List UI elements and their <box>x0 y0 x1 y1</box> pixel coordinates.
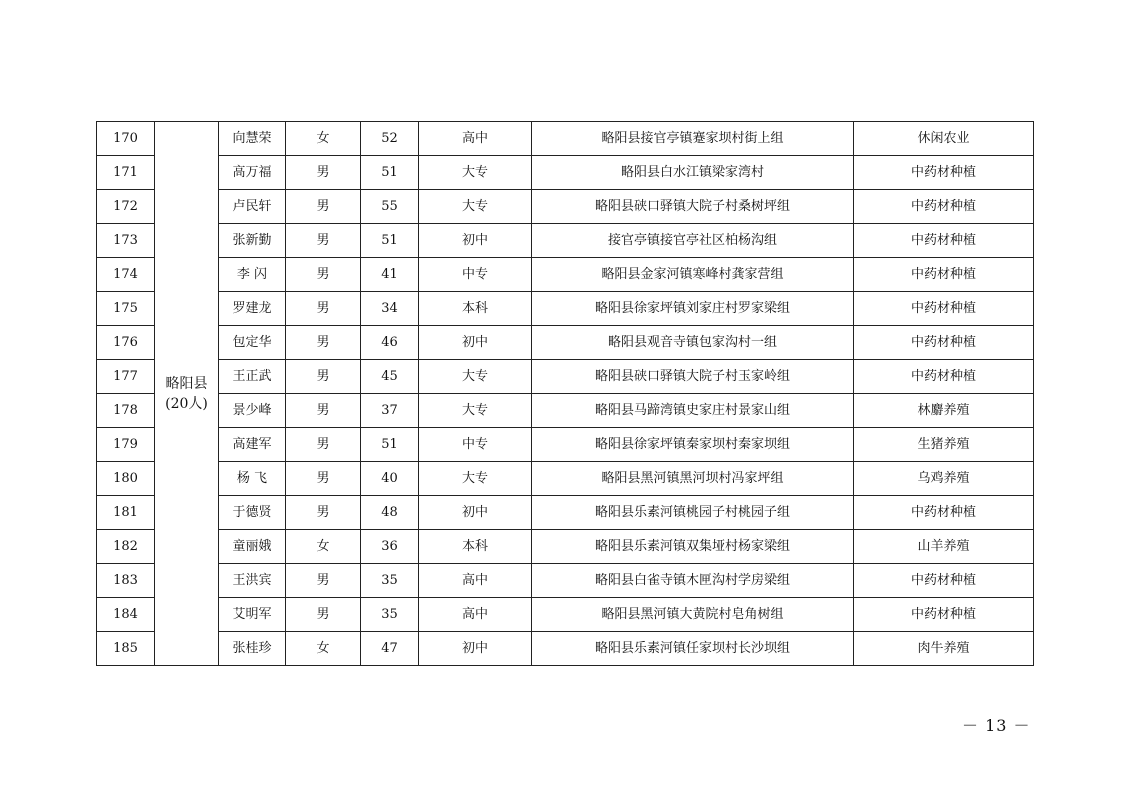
cell-name: 高建军 <box>219 428 286 462</box>
table-row <box>97 292 1034 326</box>
cell-address: 略阳县硖口驿镇大院子村桑树坪组 <box>532 190 854 224</box>
cell-education: 大专 <box>419 190 532 224</box>
cell-industry: 中药材种植 <box>854 360 1034 394</box>
cell-industry: 中药材种植 <box>854 190 1034 224</box>
cell-name: 王正武 <box>219 360 286 394</box>
cell-industry: 乌鸡养殖 <box>854 462 1034 496</box>
cell-industry: 中药材种植 <box>854 564 1034 598</box>
cell-gender: 男 <box>286 224 361 258</box>
cell-gender: 男 <box>286 462 361 496</box>
cell-gender: 男 <box>286 326 361 360</box>
cell-address: 略阳县接官亭镇蹇家坝村街上组 <box>532 122 854 156</box>
cell-education: 高中 <box>419 122 532 156</box>
cell-address: 略阳县白水江镇梁家湾村 <box>532 156 854 190</box>
cell-age: 34 <box>361 292 419 326</box>
cell-education: 大专 <box>419 394 532 428</box>
cell-name: 高万福 <box>219 156 286 190</box>
cell-industry: 中药材种植 <box>854 598 1034 632</box>
cell-industry: 中药材种植 <box>854 326 1034 360</box>
cell-industry: 林麝养殖 <box>854 394 1034 428</box>
cell-industry: 山羊养殖 <box>854 530 1034 564</box>
cell-address: 略阳县乐素河镇桃园子村桃园子组 <box>532 496 854 530</box>
cell-age: 47 <box>361 632 419 666</box>
cell-education: 本科 <box>419 530 532 564</box>
cell-address: 略阳县黑河镇黑河坝村冯家坪组 <box>532 462 854 496</box>
cell-gender: 男 <box>286 564 361 598</box>
cell-number: 176 <box>97 326 155 360</box>
cell-industry: 中药材种植 <box>854 156 1034 190</box>
cell-age: 51 <box>361 428 419 462</box>
cell-name: 杨 飞 <box>219 462 286 496</box>
cell-name: 张桂珍 <box>219 632 286 666</box>
cell-industry: 生猪养殖 <box>854 428 1034 462</box>
cell-address: 略阳县乐素河镇双集垭村杨家梁组 <box>532 530 854 564</box>
table-row <box>97 190 1034 224</box>
cell-age: 45 <box>361 360 419 394</box>
cell-education: 中专 <box>419 258 532 292</box>
page-number: － 13 － <box>962 716 1031 735</box>
cell-number: 185 <box>97 632 155 666</box>
cell-gender: 男 <box>286 156 361 190</box>
table-row <box>97 564 1034 598</box>
cell-number: 177 <box>97 360 155 394</box>
table-row <box>97 530 1034 564</box>
cell-gender: 男 <box>286 428 361 462</box>
cell-age: 51 <box>361 224 419 258</box>
cell-name: 王洪宾 <box>219 564 286 598</box>
cell-number: 170 <box>97 122 155 156</box>
cell-address: 略阳县徐家坪镇秦家坝村秦家坝组 <box>532 428 854 462</box>
cell-gender: 男 <box>286 496 361 530</box>
cell-gender: 男 <box>286 360 361 394</box>
cell-name: 卢民轩 <box>219 190 286 224</box>
cell-industry: 休闲农业 <box>854 122 1034 156</box>
cell-number: 172 <box>97 190 155 224</box>
cell-education: 中专 <box>419 428 532 462</box>
cell-gender: 男 <box>286 394 361 428</box>
table-row <box>97 394 1034 428</box>
cell-gender: 女 <box>286 632 361 666</box>
cell-industry: 中药材种植 <box>854 258 1034 292</box>
cell-address: 接官亭镇接官亭社区柏杨沟组 <box>532 224 854 258</box>
cell-number: 182 <box>97 530 155 564</box>
table-row <box>97 156 1034 190</box>
cell-county <box>155 122 219 666</box>
cell-name: 景少峰 <box>219 394 286 428</box>
cell-number: 181 <box>97 496 155 530</box>
cell-address: 略阳县徐家坪镇刘家庄村罗家梁组 <box>532 292 854 326</box>
cell-education: 高中 <box>419 598 532 632</box>
table-row <box>97 632 1034 666</box>
table-row <box>97 598 1034 632</box>
cell-number: 174 <box>97 258 155 292</box>
cell-age: 36 <box>361 530 419 564</box>
cell-address: 略阳县金家河镇寒峰村龚家营组 <box>532 258 854 292</box>
cell-age: 48 <box>361 496 419 530</box>
cell-number: 180 <box>97 462 155 496</box>
cell-number: 179 <box>97 428 155 462</box>
cell-education: 高中 <box>419 564 532 598</box>
cell-age: 51 <box>361 156 419 190</box>
roster-table <box>96 121 1034 666</box>
cell-age: 37 <box>361 394 419 428</box>
county-count: (20人) <box>165 395 208 412</box>
cell-name: 向慧荣 <box>219 122 286 156</box>
cell-address: 略阳县观音寺镇包家沟村一组 <box>532 326 854 360</box>
cell-age: 55 <box>361 190 419 224</box>
cell-number: 171 <box>97 156 155 190</box>
table-row <box>97 462 1034 496</box>
cell-address: 略阳县硖口驿镇大院子村玉家岭组 <box>532 360 854 394</box>
cell-address: 略阳县乐素河镇任家坝村长沙坝组 <box>532 632 854 666</box>
cell-age: 35 <box>361 564 419 598</box>
cell-number: 173 <box>97 224 155 258</box>
cell-number: 178 <box>97 394 155 428</box>
cell-gender: 女 <box>286 530 361 564</box>
cell-age: 40 <box>361 462 419 496</box>
cell-education: 大专 <box>419 462 532 496</box>
cell-number: 183 <box>97 564 155 598</box>
roster-sheet <box>96 121 1033 666</box>
cell-address: 略阳县白雀寺镇木匣沟村学房梁组 <box>532 564 854 598</box>
table-row <box>97 360 1034 394</box>
table-row <box>97 258 1034 292</box>
cell-gender: 男 <box>286 258 361 292</box>
cell-education: 初中 <box>419 326 532 360</box>
cell-industry: 中药材种植 <box>854 224 1034 258</box>
table-row <box>97 428 1034 462</box>
cell-industry: 肉牛养殖 <box>854 632 1034 666</box>
cell-industry: 中药材种植 <box>854 292 1034 326</box>
cell-name: 李 闪 <box>219 258 286 292</box>
cell-gender: 男 <box>286 292 361 326</box>
table-row <box>97 326 1034 360</box>
cell-education: 大专 <box>419 156 532 190</box>
cell-address: 略阳县黑河镇大黄院村皂角树组 <box>532 598 854 632</box>
cell-name: 罗建龙 <box>219 292 286 326</box>
cell-age: 41 <box>361 258 419 292</box>
cell-age: 52 <box>361 122 419 156</box>
cell-name: 童丽娥 <box>219 530 286 564</box>
cell-name: 于德贤 <box>219 496 286 530</box>
roster-body <box>97 122 1034 666</box>
cell-education: 初中 <box>419 224 532 258</box>
table-row <box>97 224 1034 258</box>
cell-education: 初中 <box>419 632 532 666</box>
cell-age: 46 <box>361 326 419 360</box>
cell-gender: 男 <box>286 190 361 224</box>
cell-gender: 男 <box>286 598 361 632</box>
county-name: 略阳县 <box>165 375 208 392</box>
cell-name: 包定华 <box>219 326 286 360</box>
table-row <box>97 122 1034 156</box>
table-row <box>97 496 1034 530</box>
cell-education: 大专 <box>419 360 532 394</box>
cell-name: 张新勤 <box>219 224 286 258</box>
cell-education: 本科 <box>419 292 532 326</box>
cell-age: 35 <box>361 598 419 632</box>
cell-industry: 中药材种植 <box>854 496 1034 530</box>
cell-number: 184 <box>97 598 155 632</box>
cell-number: 175 <box>97 292 155 326</box>
cell-education: 初中 <box>419 496 532 530</box>
cell-address: 略阳县马蹄湾镇史家庄村景家山组 <box>532 394 854 428</box>
cell-gender: 女 <box>286 122 361 156</box>
cell-name: 艾明军 <box>219 598 286 632</box>
